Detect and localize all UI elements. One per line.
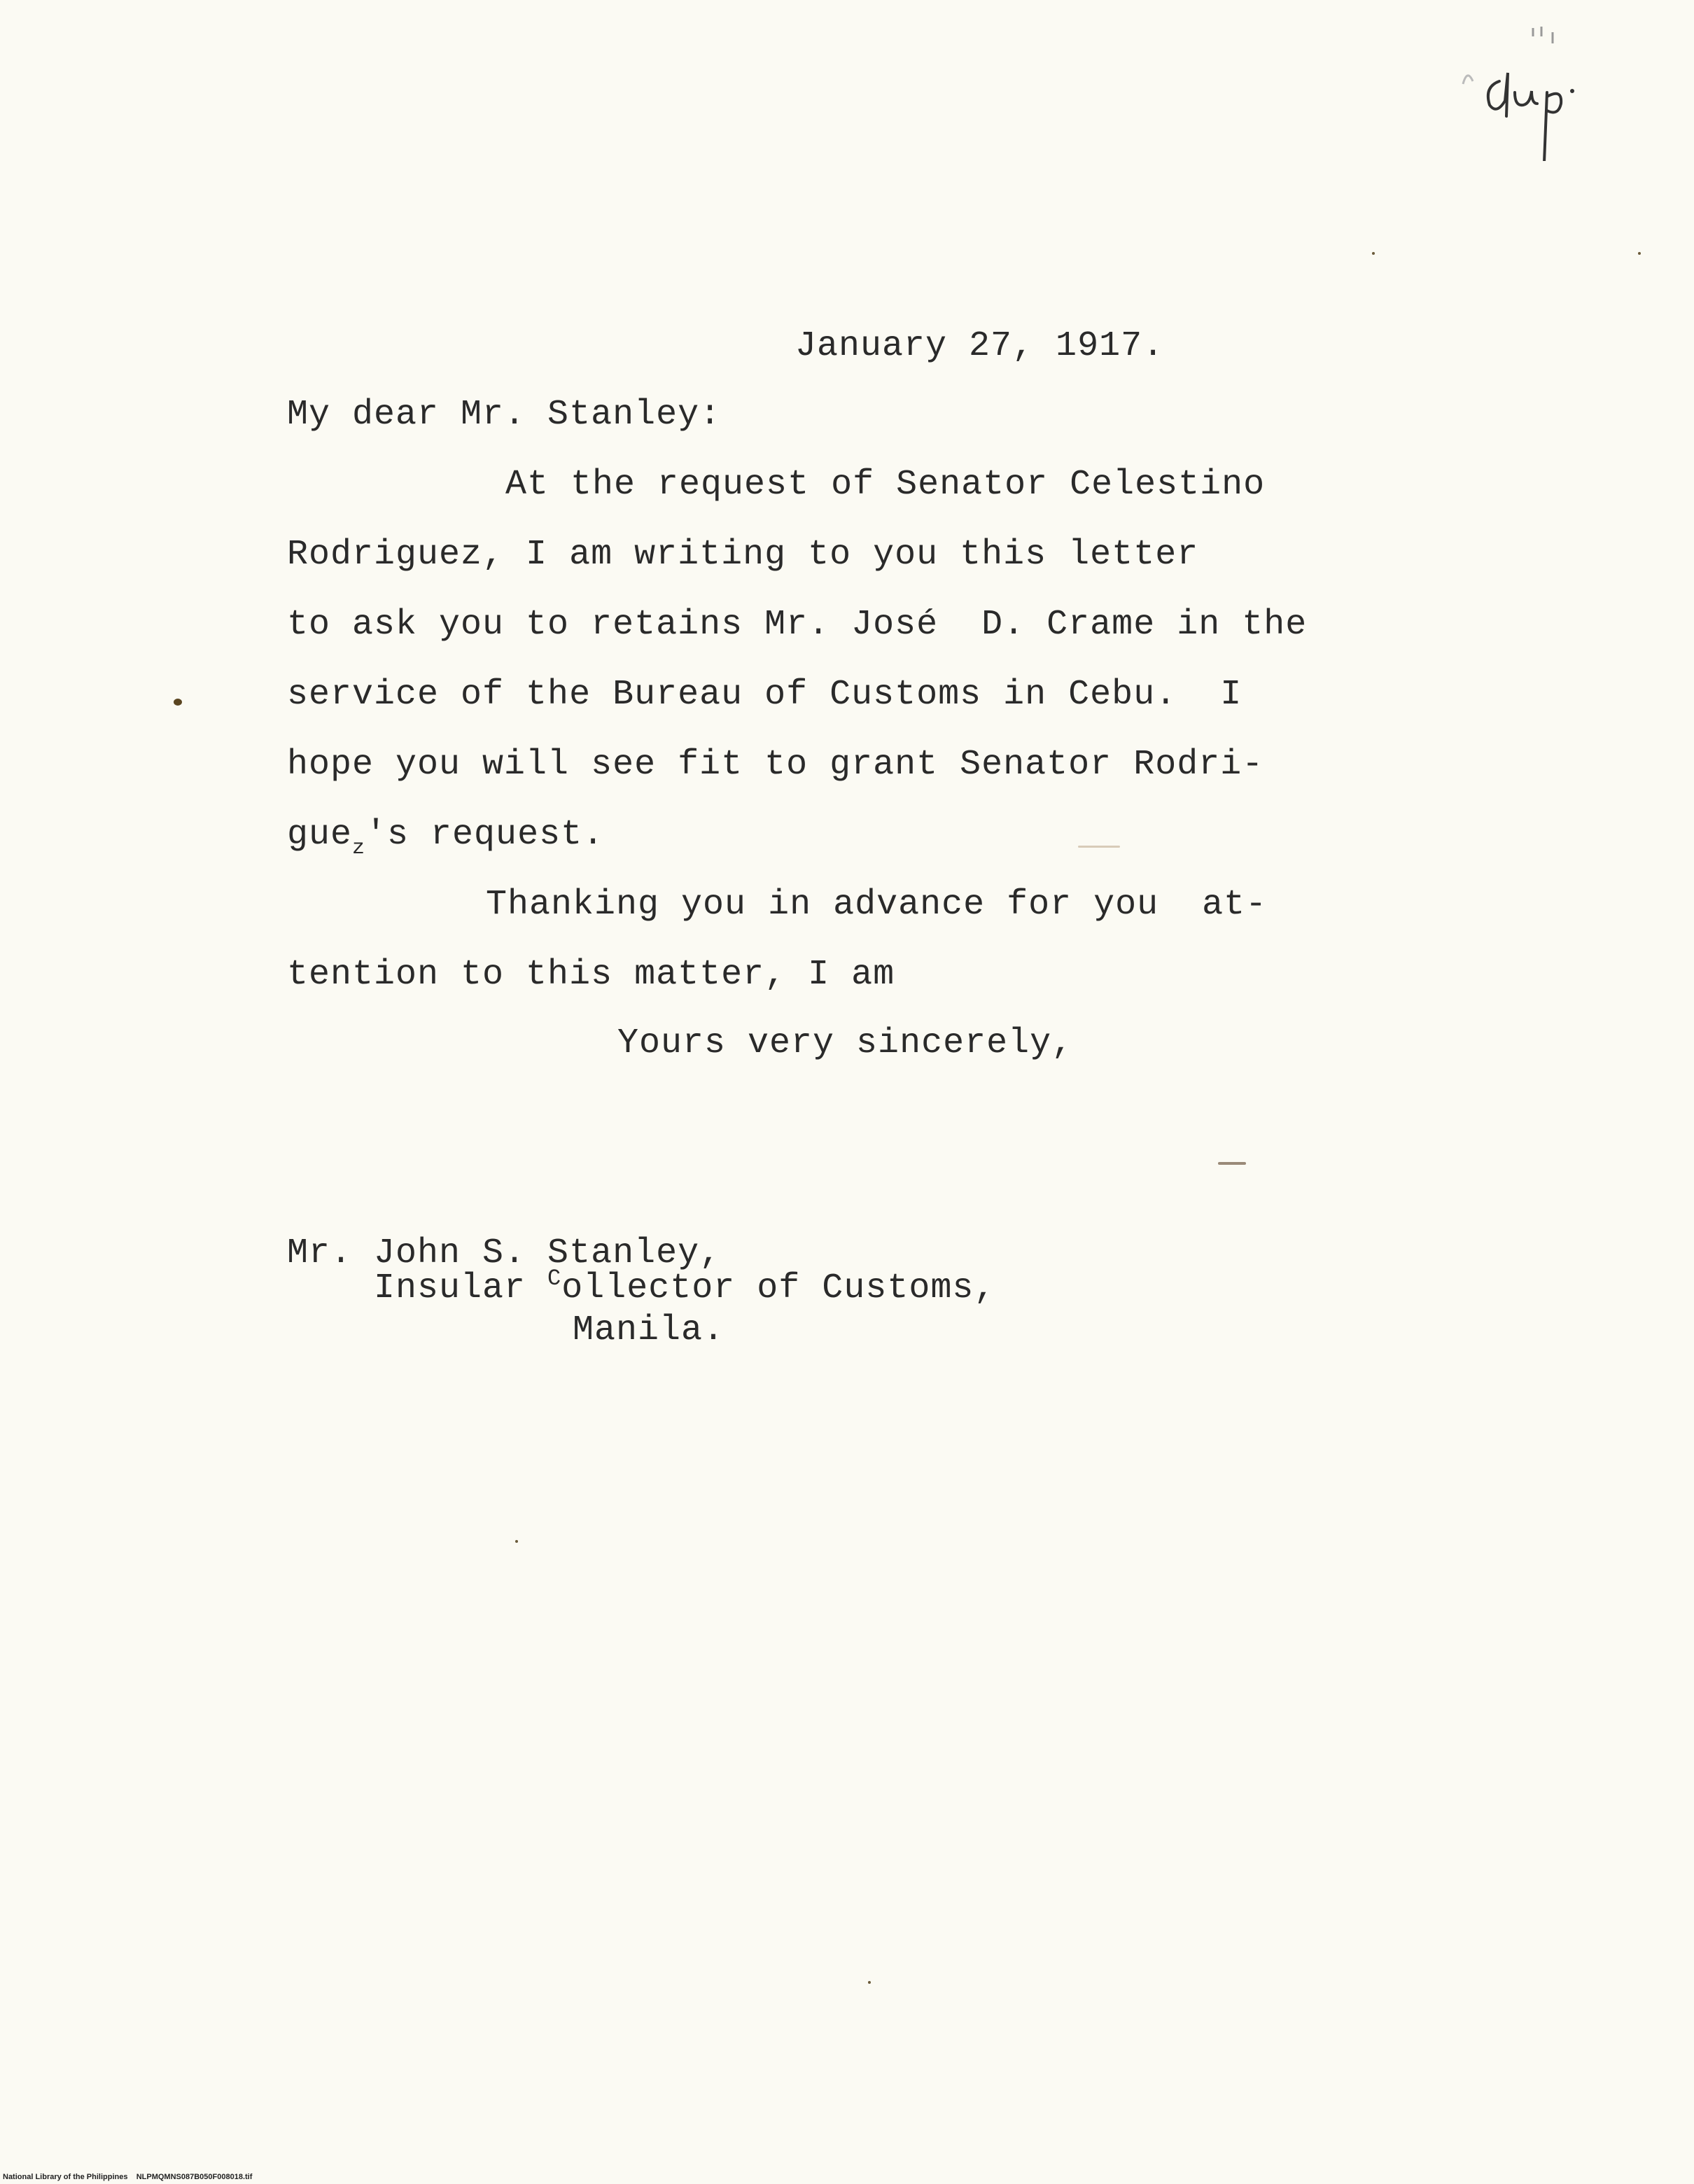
paper-speck bbox=[1218, 1162, 1246, 1165]
paper-speck bbox=[174, 699, 182, 706]
address-line-2 bbox=[374, 1266, 996, 1308]
body-line-6 bbox=[287, 815, 605, 860]
body-line-6-correction: z bbox=[352, 836, 366, 860]
paper-speck bbox=[868, 1981, 871, 1984]
footer-institution: National Library of the Philippines bbox=[3, 2173, 128, 2181]
body-line-1: At the request of Senator Celestino bbox=[505, 465, 1266, 505]
salutation: My dear Mr. Stanley: bbox=[287, 395, 722, 435]
body-line-7: Thanking you in advance for you at- bbox=[486, 885, 1268, 925]
body-line-8: tention to this matter, I am bbox=[287, 955, 895, 995]
paper-speck bbox=[515, 1540, 518, 1543]
paper-speck bbox=[1372, 252, 1375, 255]
address-line-2-start: Insular bbox=[374, 1268, 548, 1308]
paper-speck bbox=[1078, 846, 1120, 848]
body-line-2: Rodriguez, I am writing to you this letter bbox=[287, 535, 1199, 575]
paper-speck bbox=[1638, 252, 1641, 255]
address-line-1: Mr. John S. Stanley, bbox=[287, 1233, 722, 1273]
body-line-5: hope you will see fit to grant Senator Rodri- bbox=[287, 745, 1264, 785]
handwritten-dup-note bbox=[1442, 14, 1582, 161]
letter-date: January 27, 1917. bbox=[795, 326, 1165, 366]
body-line-3: to ask you to retains Mr. José D. Crame in the bbox=[287, 605, 1308, 645]
address-line-3: Manila. bbox=[573, 1310, 725, 1350]
body-line-6-end: 's request. bbox=[365, 815, 605, 855]
body-line-6-start: gue bbox=[287, 815, 353, 855]
footer-file-id: NLPMQMNS087B050F008018.tif bbox=[136, 2173, 253, 2181]
scan-footer bbox=[3, 2173, 252, 2181]
closing: Yours very sincerely, bbox=[617, 1023, 1074, 1063]
address-line-2-end: ollector of Customs, bbox=[561, 1268, 996, 1308]
body-line-4: service of the Bureau of Customs in Cebu. I bbox=[287, 675, 1242, 715]
address-line-2-insert: C bbox=[547, 1266, 562, 1292]
